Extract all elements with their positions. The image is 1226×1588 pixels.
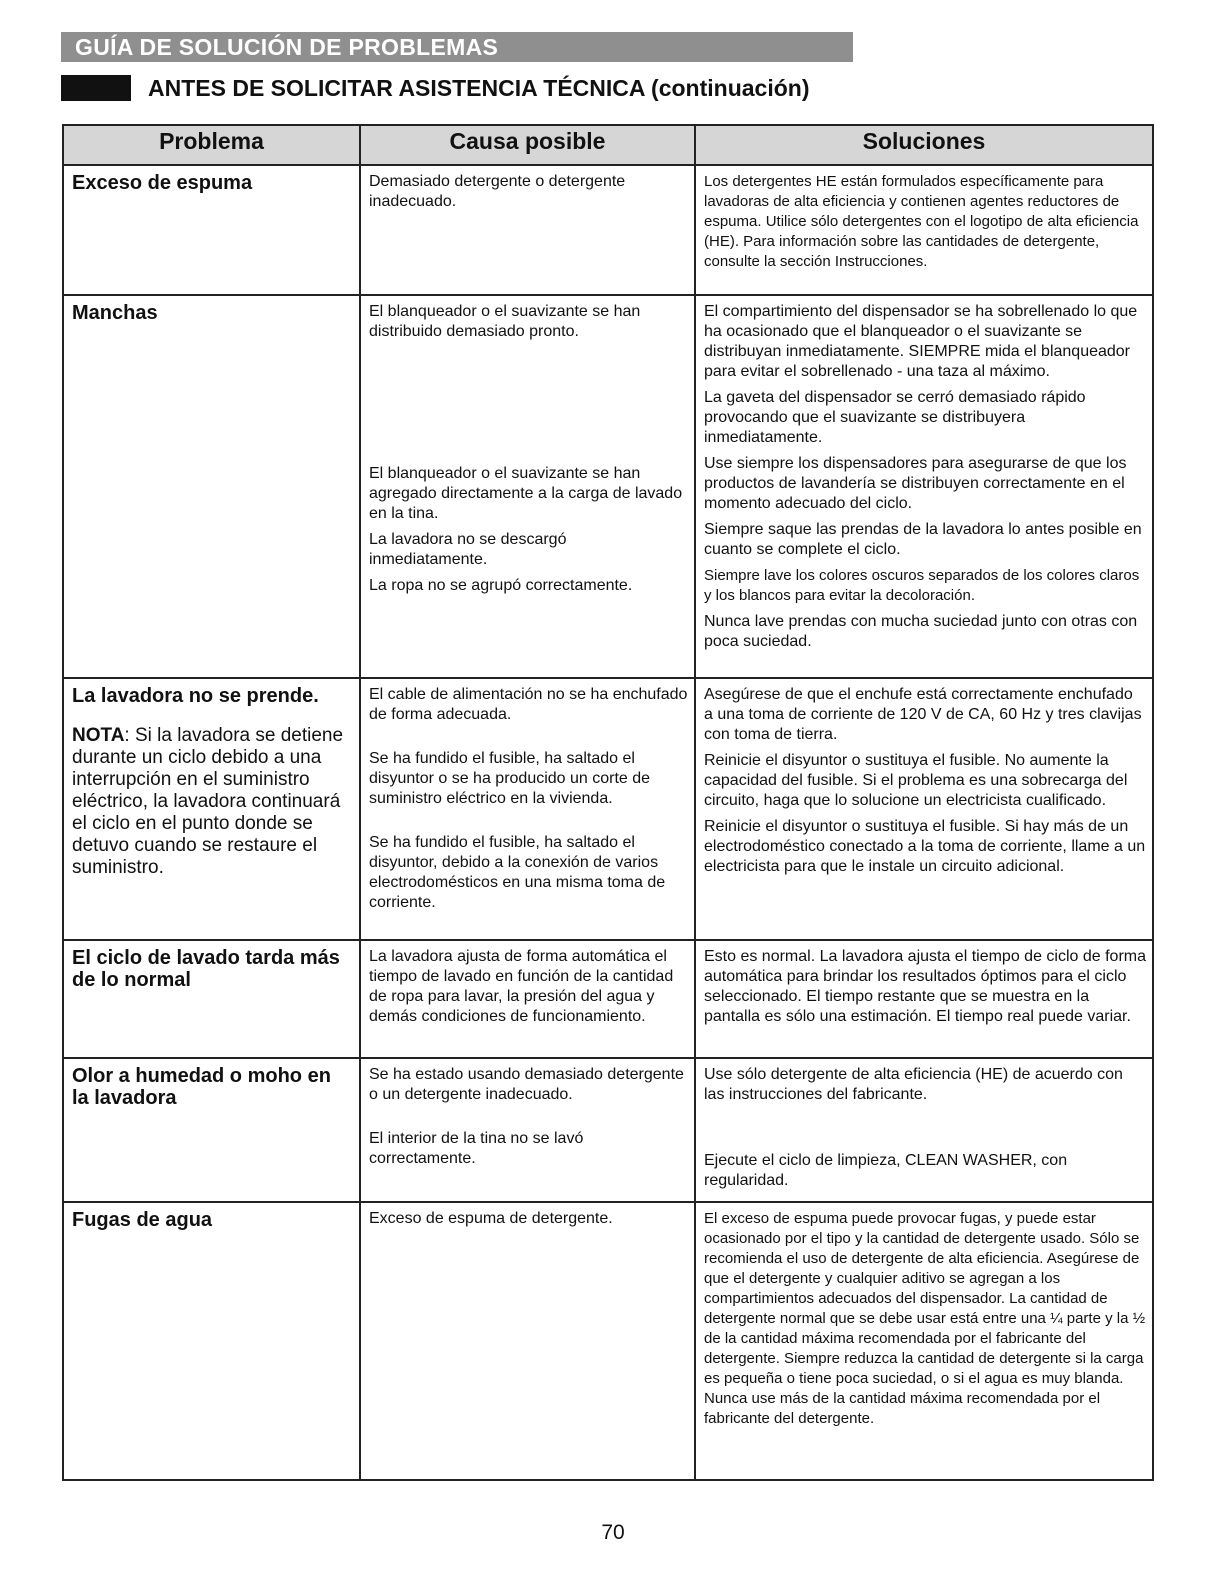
solution-text: Nunca lave prendas con mucha suciedad junto con otras con poca suciedad.	[704, 613, 1138, 650]
problem-title: Fugas de agua	[72, 1209, 213, 1231]
solution-text: Siempre saque las prendas de la lavadora lo antes posible en cuanto se complete el ciclo.	[704, 521, 1142, 558]
cause-text: Demasiado detergente o detergente inadecuado.	[369, 173, 626, 210]
subheading-suffix: (continuación)	[651, 74, 810, 101]
solution-text: Reinicie el disyuntor o sustituya el fusible. No aumente la capacidad del fusible. Si el problema es una sobrecarga del circuito, haga que lo solucione un electricista cualificado.	[704, 752, 1128, 809]
solution-text: Asegúrese de que el enchufe está correctamente enchufado a una toma de corriente de 120 V de CA, 60 Hz y tres clavijas con toma de tierra.	[704, 686, 1142, 743]
section-banner: GUÍA DE SOLUCIÓN DE PROBLEMAS	[61, 32, 853, 62]
subheading-text: ANTES DE SOLICITAR ASISTENCIA TÉCNICA	[148, 74, 645, 101]
column-header-problem: Problema	[63, 125, 360, 165]
cause-text: El interior de la tina no se lavó correctamente.	[369, 1130, 584, 1167]
cause-cell	[360, 1202, 695, 1480]
table-header-row	[63, 125, 1153, 165]
cause-cell	[360, 940, 695, 1058]
solution-text: Ejecute el ciclo de limpieza, CLEAN WASHER, con regularidad.	[704, 1152, 1068, 1189]
note-label: NOTA	[72, 725, 125, 746]
page-number: 70	[601, 1521, 625, 1544]
table-row	[63, 165, 1153, 295]
problem-note	[72, 725, 353, 879]
solution-text: Los detergentes HE están formulados específicamente para lavadoras de alta eficiencia y contienen agentes reductores de espuma. Utilice sólo detergentes con el logotipo de alta eficiencia (HE). Para información sobre las cantidades de detergente, consulte la sección Instrucciones.	[704, 173, 1139, 270]
troubleshooting-table	[62, 124, 1154, 1481]
problem-cell	[63, 1058, 360, 1202]
solution-cell	[695, 1058, 1153, 1202]
solution-text: Use siempre los dispensadores para asegurarse de que los productos de lavandería se distribuyen correctamente en el momento adecuado del ciclo.	[704, 455, 1127, 512]
solution-text: Use sólo detergente de alta eficiencia (HE) de acuerdo con las instrucciones del fabricante.	[704, 1066, 1123, 1103]
cause-text: La lavadora ajusta de forma automática el tiempo de lavado en función de la cantidad de ropa para lavar, la presión del agua y demás condiciones de funcionamiento.	[369, 948, 674, 1025]
cause-text: La lavadora no se descargó inmediatamente.	[369, 531, 567, 568]
table-row	[63, 1058, 1153, 1202]
cause-text: El blanqueador o el suavizante se han distribuido demasiado pronto.	[369, 303, 641, 340]
subheading-marker	[61, 75, 131, 101]
solution-text: La gaveta del dispensador se cerró demasiado rápido provocando que el suavizante se distribuyera inmediatamente.	[704, 389, 1086, 446]
solution-text: Reinicie el disyuntor o sustituya el fusible. Si hay más de un electrodoméstico conectado a la toma de corriente, llame a un electricista para que le instale un circuito adicional.	[704, 818, 1146, 875]
problem-cell	[63, 940, 360, 1058]
column-header-cause: Causa posible	[360, 125, 695, 165]
cause-text: Se ha fundido el fusible, ha saltado el disyuntor, debido a la conexión de varios electrodomésticos en una misma toma de corriente.	[369, 834, 666, 911]
cause-cell	[360, 165, 695, 295]
solution-text: Siempre lave los colores oscuros separados de los colores claros y los blancos para evitar la decoloración.	[704, 567, 1140, 604]
solution-text: El compartimiento del dispensador se ha sobrellenado lo que ha ocasionado que el blanqueador o el suavizante se distribuyan inmediatamente. SIEMPRE mida el blanqueador para evitar el sobrellenado - una taza al máximo.	[704, 303, 1138, 380]
solution-cell	[695, 940, 1153, 1058]
problem-cell	[63, 165, 360, 295]
section-subheading	[61, 73, 809, 103]
problem-cell	[63, 678, 360, 940]
note-text: : Si la lavadora se detiene durante un ciclo debido a una interrupción en el suministro eléctrico, la lavadora continuará el ciclo en el punto donde se detuvo cuando se restaure el suministro.	[72, 725, 344, 878]
column-header-solutions: Soluciones	[695, 125, 1153, 165]
problem-cell	[63, 295, 360, 678]
cause-cell	[360, 295, 695, 678]
subheading-title	[148, 75, 809, 102]
solution-cell	[695, 165, 1153, 295]
solution-cell	[695, 295, 1153, 678]
problem-title: El ciclo de lavado tarda más de lo normal	[72, 947, 340, 991]
solution-text: Esto es normal. La lavadora ajusta el tiempo de ciclo de forma automática para brindar los resultados óptimos para el ciclo seleccionado. El tiempo restante que se muestra en la pantalla es sólo una estimación. El tiempo real puede variar.	[704, 948, 1147, 1025]
cause-text: El cable de alimentación no se ha enchufado de forma adecuada.	[369, 686, 688, 723]
cause-text: El blanqueador o el suavizante se han agregado directamente a la carga de lavado en la tina.	[369, 465, 683, 522]
solution-cell	[695, 678, 1153, 940]
table-row	[63, 295, 1153, 678]
problem-title: Exceso de espuma	[72, 172, 253, 194]
table-row	[63, 1202, 1153, 1480]
problem-title: La lavadora no se prende.	[72, 685, 319, 707]
problem-cell	[63, 1202, 360, 1480]
cause-cell	[360, 678, 695, 940]
table-row	[63, 940, 1153, 1058]
solution-text: El exceso de espuma puede provocar fugas, y puede estar ocasionado por el tipo y la cantidad de detergente usado. Sólo se recomienda el uso de detergente de alta eficiencia. Asegúrese de que el detergente y cualquier aditivo se agregan a los compartimientos adecuados del dispensador. La cantidad de detergente normal que se debe usar está entre una ¼ parte y la ½ de la cantidad máxima recomendada por el fabricante del detergente. Siempre reduzca la cantidad de detergente si la carga es pequeña o tiene poca suciedad, o si el agua es muy blanda. Nunca use más de la cantidad máxima recomendada por el fabricante del detergente.	[704, 1210, 1146, 1427]
cause-text: La ropa no se agrupó correctamente.	[369, 577, 633, 594]
problem-title: Olor a humedad o moho en la lavadora	[72, 1065, 331, 1109]
cause-text: Exceso de espuma de detergente.	[369, 1210, 613, 1227]
cause-text: Se ha fundido el fusible, ha saltado el disyuntor o se ha producido un corte de suministro eléctrico en la vivienda.	[369, 750, 651, 807]
cause-text: Se ha estado usando demasiado detergente o un detergente inadecuado.	[369, 1066, 684, 1103]
table-row	[63, 678, 1153, 940]
problem-title: Manchas	[72, 302, 158, 324]
cause-cell	[360, 1058, 695, 1202]
solution-cell	[695, 1202, 1153, 1480]
